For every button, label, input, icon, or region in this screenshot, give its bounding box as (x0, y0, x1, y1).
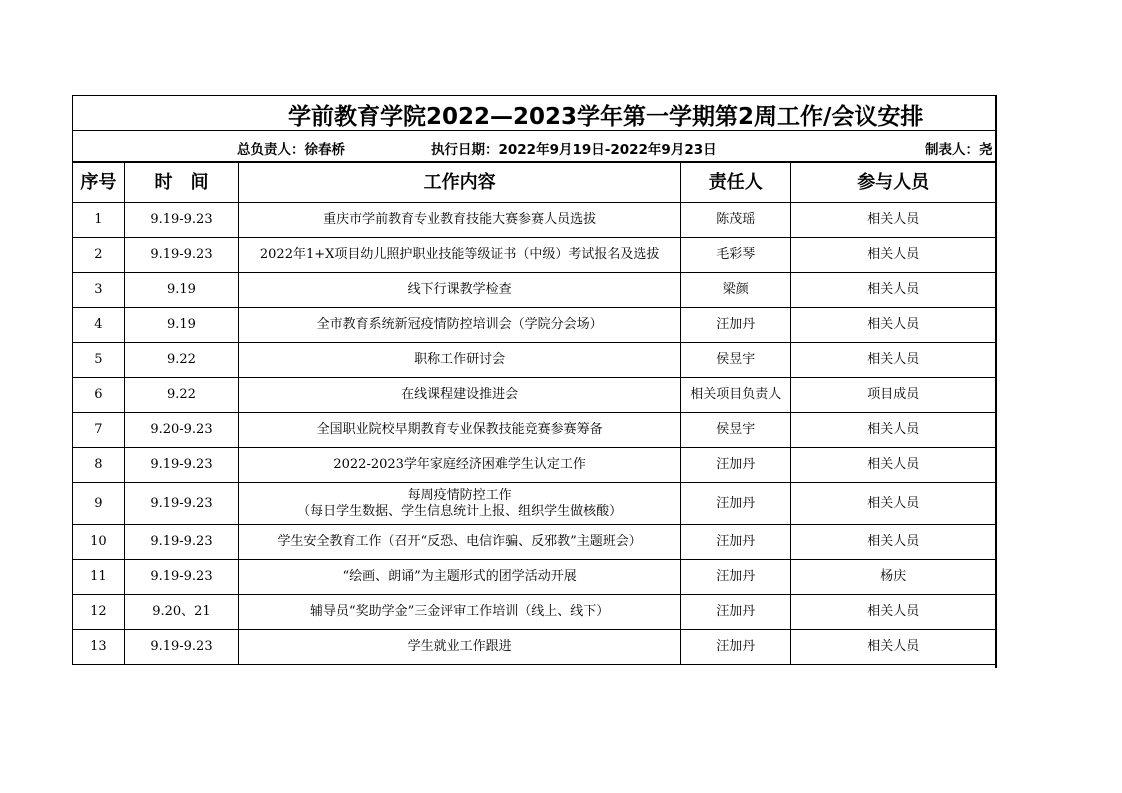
row-number: 6 (73, 378, 125, 413)
sheet-right-border (995, 95, 997, 668)
row-content: 在线课程建设推进会 (239, 378, 681, 413)
row-time: 9.19-9.23 (124, 483, 238, 525)
row-owner: 汪加丹 (681, 525, 791, 560)
row-content: 职称工作研讨会 (239, 343, 681, 378)
schedule-table (72, 162, 996, 665)
row-participants: 相关人员 (791, 343, 996, 378)
table-row (73, 595, 996, 630)
row-time: 9.19-9.23 (124, 525, 238, 560)
row-number: 5 (73, 343, 125, 378)
row-number: 7 (73, 413, 125, 448)
row-content: 2022年1+X项目幼儿照护职业技能等级证书（中级）考试报名及选拔 (239, 238, 681, 273)
row-participants: 相关人员 (791, 483, 996, 525)
info-row (72, 131, 996, 162)
header-content: 工作内容 (239, 163, 681, 203)
row-participants: 相关人员 (791, 630, 996, 665)
row-content-detail: （每日学生数据、学生信息统计上报、组织学生做核酸） (297, 503, 623, 519)
header-row (73, 163, 996, 203)
table-row (73, 525, 996, 560)
row-time: 9.22 (124, 343, 238, 378)
table-row (73, 630, 996, 665)
header-no: 序号 (73, 163, 125, 203)
table-row (73, 343, 996, 378)
row-time: 9.20-9.23 (124, 413, 238, 448)
row-content (239, 483, 681, 525)
row-owner: 陈茂瑶 (681, 203, 791, 238)
schedule-sheet (72, 95, 996, 668)
row-content: 全国职业院校早期教育专业保教技能竞赛参赛筹备 (239, 413, 681, 448)
header-time: 时 间 (124, 163, 238, 203)
table-row (73, 448, 996, 483)
row-owner: 汪加丹 (681, 630, 791, 665)
table-row (73, 308, 996, 343)
row-number: 1 (73, 203, 125, 238)
row-owner: 汪加丹 (681, 483, 791, 525)
row-time: 9.19-9.23 (124, 448, 238, 483)
table-row (73, 273, 996, 308)
row-content: “绘画、朗诵”为主题形式的团学活动开展 (239, 560, 681, 595)
row-participants: 杨庆 (791, 560, 996, 595)
row-owner: 相关项目负责人 (681, 378, 791, 413)
row-owner: 毛彩琴 (681, 238, 791, 273)
row-owner: 梁颜 (681, 273, 791, 308)
row-participants: 相关人员 (791, 448, 996, 483)
row-time: 9.20、21 (124, 595, 238, 630)
row-number: 12 (73, 595, 125, 630)
row-number: 3 (73, 273, 125, 308)
row-number: 11 (73, 560, 125, 595)
row-time: 9.19-9.23 (124, 560, 238, 595)
row-time: 9.19-9.23 (124, 630, 238, 665)
row-participants: 相关人员 (791, 595, 996, 630)
sheet-title: 学前教育学院2022—2023学年第一学期第2周工作/会议安排 (288, 104, 924, 130)
row-content: 全市教育系统新冠疫情防控培训会（学院分会场） (239, 308, 681, 343)
row-content: 重庆市学前教育专业教育技能大赛参赛人员选拔 (239, 203, 681, 238)
row-owner: 汪加丹 (681, 560, 791, 595)
table-row (73, 413, 996, 448)
row-time: 9.19 (124, 273, 238, 308)
table-row (73, 238, 996, 273)
row-time: 9.22 (124, 378, 238, 413)
table-row (73, 203, 996, 238)
header-participants: 参与人员 (791, 163, 996, 203)
row-number: 2 (73, 238, 125, 273)
table-row (73, 483, 996, 525)
row-content: 线下行课教学检查 (239, 273, 681, 308)
row-content: 学生安全教育工作（召开“反恐、电信诈骗、反邪教”主题班会） (239, 525, 681, 560)
header-owner: 责任人 (681, 163, 791, 203)
row-content-main: 每周疫情防控工作 (407, 487, 512, 503)
row-participants: 相关人员 (791, 308, 996, 343)
table-maker: 制表人：尧 (925, 142, 993, 158)
row-number: 10 (73, 525, 125, 560)
row-participants: 相关人员 (791, 525, 996, 560)
row-participants: 项目成员 (791, 378, 996, 413)
row-owner: 汪加丹 (681, 595, 791, 630)
title-row (72, 95, 996, 131)
row-participants: 相关人员 (791, 203, 996, 238)
row-time: 9.19-9.23 (124, 203, 238, 238)
row-number: 4 (73, 308, 125, 343)
row-owner: 侯昱宇 (681, 413, 791, 448)
row-number: 13 (73, 630, 125, 665)
row-number: 8 (73, 448, 125, 483)
table-row (73, 560, 996, 595)
lead-person: 总负责人：徐春桥 (237, 142, 345, 158)
row-number: 9 (73, 483, 125, 525)
row-content: 辅导员“奖助学金”三金评审工作培训（线上、线下） (239, 595, 681, 630)
row-owner: 侯昱宇 (681, 343, 791, 378)
row-owner: 汪加丹 (681, 308, 791, 343)
execution-date: 执行日期：2022年9月19日-2022年9月23日 (431, 142, 717, 158)
row-time: 9.19-9.23 (124, 238, 238, 273)
row-participants: 相关人员 (791, 273, 996, 308)
table-row (73, 378, 996, 413)
row-time: 9.19 (124, 308, 238, 343)
row-content: 2022-2023学年家庭经济困难学生认定工作 (239, 448, 681, 483)
row-owner: 汪加丹 (681, 448, 791, 483)
row-participants: 相关人员 (791, 238, 996, 273)
row-content: 学生就业工作跟进 (239, 630, 681, 665)
row-participants: 相关人员 (791, 413, 996, 448)
